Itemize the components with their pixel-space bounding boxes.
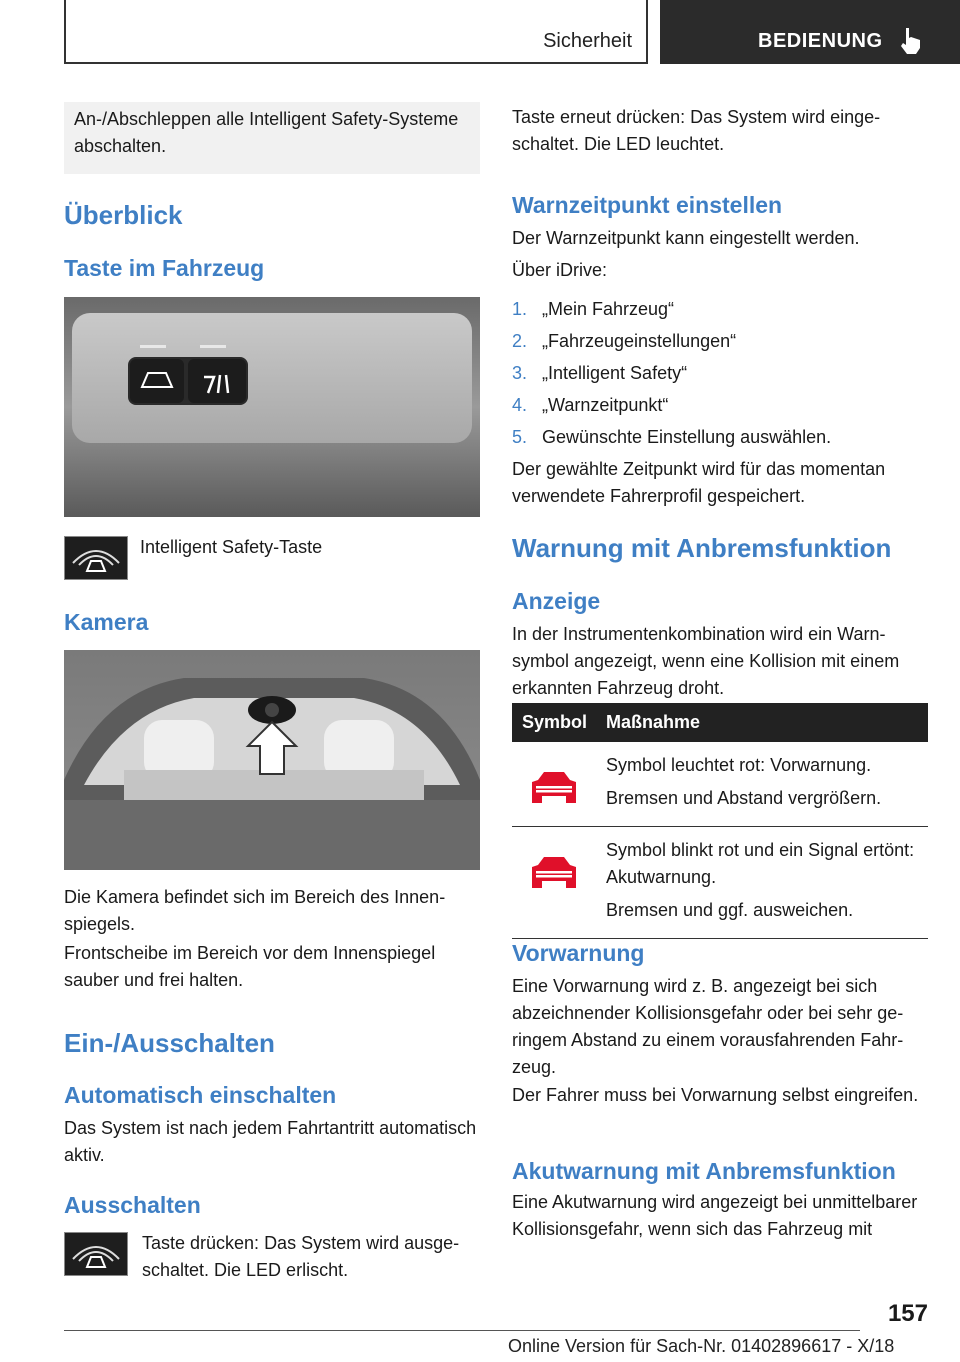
intelligent-safety-icon (64, 536, 128, 580)
heading-warning-time: Warnzeitpunkt einstellen (512, 192, 783, 218)
section-tab (64, 0, 648, 64)
heading-auto-on: Automatisch einschalten (64, 1082, 337, 1108)
footer-divider (64, 1330, 860, 1331)
photo-safety-button (64, 297, 480, 517)
prewarn-paragraph-2: Der Fahrer muss bei Vorwarnung selbst eingreifen. (512, 1085, 919, 1105)
list-item: 3. „Intelligent Safety“ (512, 363, 688, 383)
heading-button-in-vehicle: Taste im Fahrzeug (64, 255, 265, 281)
intelligent-safety-icon (64, 1232, 128, 1276)
warning-symbol-table (512, 703, 928, 939)
list-item: 1. „Mein Fahrzeug“ (512, 299, 675, 319)
table-cell-text: Bremsen und Abstand vergrößern. (606, 788, 882, 808)
footer-text: Online Version für Sach-Nr. 01402896617 - X/18 (508, 1336, 895, 1356)
photo-camera (64, 650, 480, 870)
heading-prewarning: Vorwarnung (512, 940, 645, 966)
warntime-paragraph-3: Der gewählte Zeitpunkt wird für das momentan verwendete Fahrerprofil gespeichert. (512, 459, 886, 506)
list-item: 2. „Fahrzeugeinstellungen“ (512, 331, 737, 351)
car-warning-icon (528, 770, 580, 804)
list-item: 5. Gewünschte Einstellung auswählen. (512, 427, 832, 447)
chapter-tab-label: BEDIENUNG (758, 30, 883, 52)
hand-pointer-icon (898, 26, 924, 56)
warntime-paragraph-1: Der Warnzeitpunkt kann eingestellt werden. (512, 228, 860, 248)
heading-on-off: Ein-/Ausschalten (64, 1028, 275, 1058)
camera-paragraph-1: Die Kamera befindet sich im Bereich des Innenspiegels. (64, 887, 446, 934)
table-row (512, 742, 928, 827)
car-warning-icon (528, 855, 580, 889)
section-tab-label: Sicherheit (543, 30, 632, 52)
idrive-steps (512, 296, 932, 456)
off-paragraph: Taste drücken: Das System wird ausgeschaltet. Die LED erlischt. (142, 1233, 460, 1280)
chapter-tab (660, 0, 960, 64)
display-paragraph: In der Instrumentenkombination wird ein Warnsymbol angezeigt, wenn eine Kollision mit einem erkannten Fahrzeug droht. (512, 624, 900, 698)
table-row (512, 827, 928, 939)
list-item: 4. „Warnzeitpunkt“ (512, 395, 669, 415)
warntime-paragraph-2: Über iDrive: (512, 260, 608, 280)
table-cell-text: Symbol leuchtet rot: Vorwarnung. (606, 755, 872, 775)
on-paragraph: Taste erneut drücken: Das System wird eingeschaltet. Die LED leuchtet. (512, 107, 881, 154)
page-number: 157 (887, 1300, 928, 1327)
table-cell-text: Bremsen und ggf. ausweichen. (606, 900, 854, 920)
auto-paragraph: Das System ist nach jedem Fahrtantritt automatisch aktiv. (64, 1118, 477, 1165)
heading-camera: Kamera (64, 609, 149, 635)
column-header-action: Maßnahme (596, 703, 928, 742)
table-cell-text: Symbol blinkt rot und ein Signal ertönt: Akutwarnung. (606, 840, 915, 887)
heading-acute-warning: Akutwarnung mit Anbremsfunktion (512, 1158, 896, 1184)
prewarn-paragraph-1: Eine Vorwarnung wird z. B. angezeigt bei sich abzeichnender Kollisionsgefahr oder bei sehr geringem Abstand zu einem vorausfahrenden Fahrzeug. (512, 976, 904, 1077)
acute-paragraph: Eine Akutwarnung wird angezeigt bei unmittelbarer Kollisionsgefahr, wenn sich das Fahrzeug mit (512, 1192, 918, 1239)
camera-paragraph-2: Frontscheibe im Bereich vor dem Innenspiegel sauber und frei halten. (64, 943, 436, 990)
note-box: An-/Abschleppen alle Intelligent Safety-Systeme abschalten. (64, 102, 480, 174)
heading-switch-off: Ausschalten (64, 1192, 201, 1218)
column-header-symbol: Symbol (512, 703, 596, 742)
heading-warning-braking: Warnung mit Anbremsfunktion (512, 533, 892, 563)
button-caption: Intelligent Safety-Taste (140, 537, 323, 557)
heading-display: Anzeige (512, 588, 601, 614)
heading-overview: Überblick (64, 200, 183, 230)
